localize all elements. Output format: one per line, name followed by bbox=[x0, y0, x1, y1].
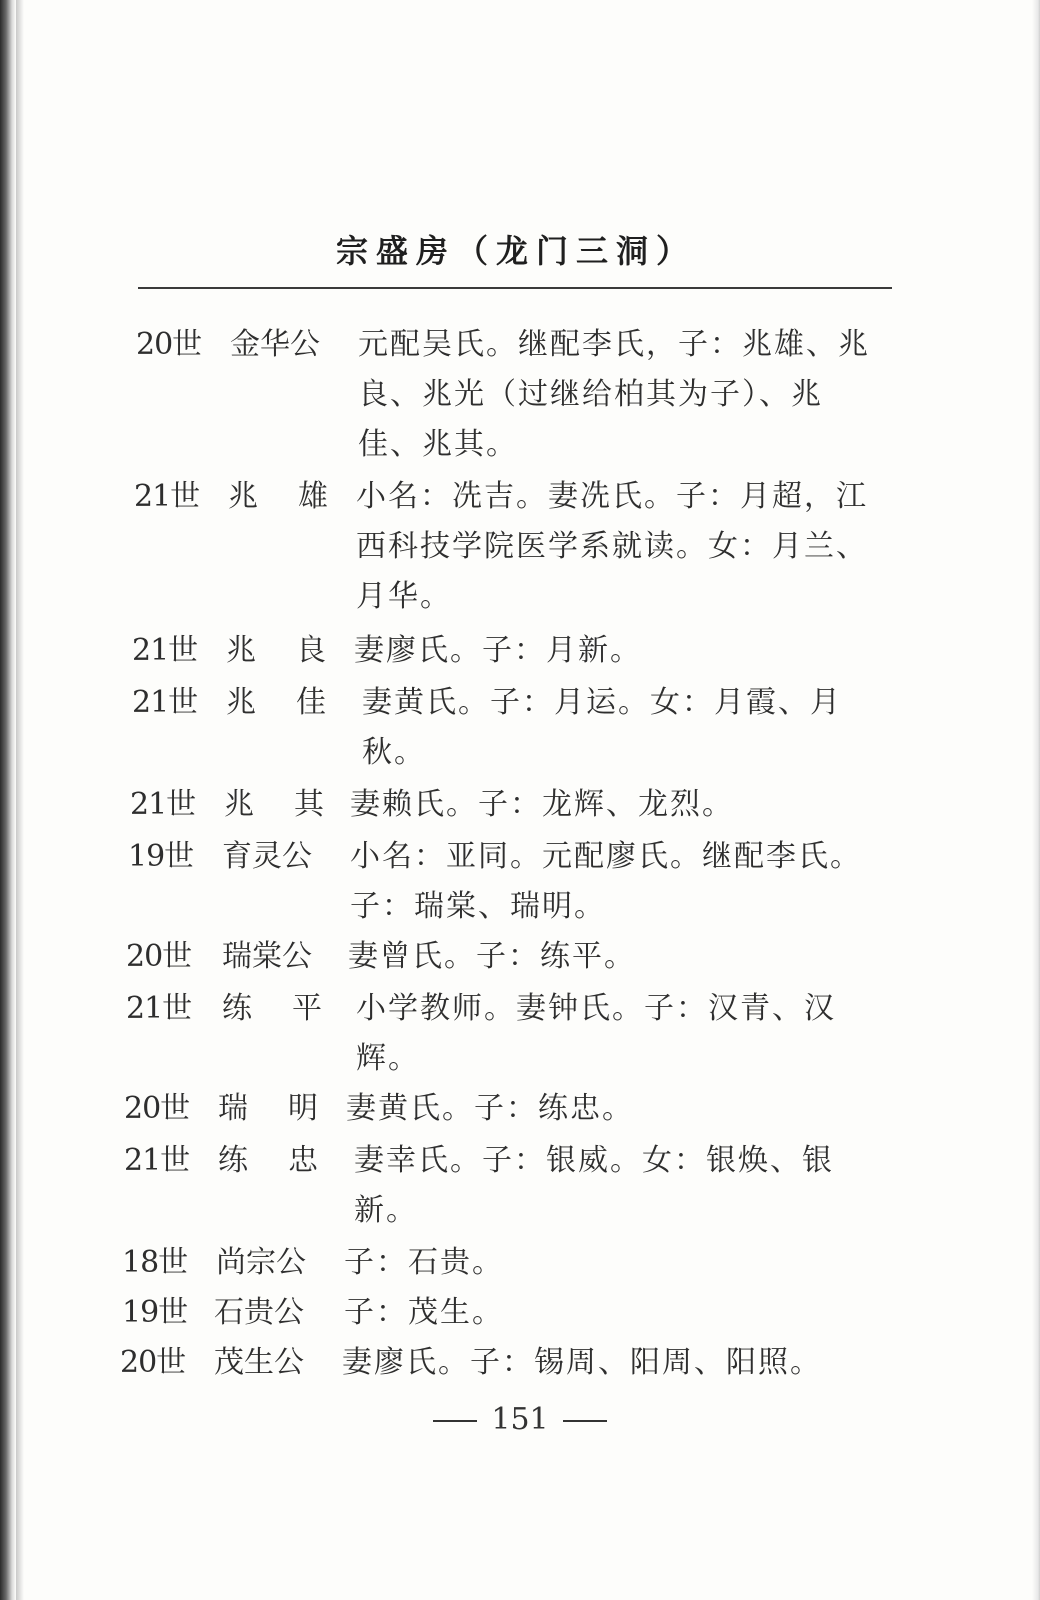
generation-label: 19世 bbox=[122, 1295, 188, 1330]
generation-label: 19世 bbox=[128, 839, 194, 874]
person-description: 小名：冼吉。妻冼氏。子：月超，江西科技学院医学系就读。女：月兰、月华。 bbox=[356, 479, 868, 614]
person-name: 尚宗公 bbox=[216, 1245, 306, 1280]
binding-shadow-fade bbox=[16, 0, 24, 1600]
person-name: 茂生公 bbox=[214, 1345, 304, 1380]
person-name: 瑞 明 bbox=[218, 1091, 318, 1126]
header-rule bbox=[138, 287, 892, 289]
person-name: 瑞棠公 bbox=[222, 939, 312, 974]
generation-label: 21世 bbox=[132, 633, 198, 668]
person-description: 妻廖氏。子：月新。 bbox=[354, 633, 642, 668]
person-name: 育灵公 bbox=[222, 839, 312, 874]
person-name: 兆 佳 bbox=[226, 685, 326, 720]
person-description: 妻赖氏。子：龙辉、龙烈。 bbox=[350, 787, 734, 822]
person-name: 金华公 bbox=[230, 327, 320, 362]
generation-label: 20世 bbox=[126, 939, 192, 974]
generation-label: 20世 bbox=[136, 327, 202, 362]
person-description: 妻廖氏。子：锡周、阳周、阳照。 bbox=[342, 1345, 822, 1380]
person-name: 练 忠 bbox=[218, 1143, 318, 1178]
generation-label: 21世 bbox=[130, 787, 196, 822]
generation-label: 20世 bbox=[120, 1345, 186, 1380]
person-description: 妻幸氏。子：银威。女：银焕、银新。 bbox=[354, 1143, 834, 1228]
person-name: 兆 良 bbox=[226, 633, 326, 668]
person-description: 妻黄氏。子：练忠。 bbox=[346, 1091, 634, 1126]
generation-label: 20世 bbox=[124, 1091, 190, 1126]
page-number-dash-right bbox=[563, 1420, 607, 1422]
generation-label: 21世 bbox=[126, 991, 192, 1026]
person-description: 妻曾氏。子：练平。 bbox=[348, 939, 636, 974]
person-name: 兆 雄 bbox=[228, 479, 328, 514]
generation-label: 18世 bbox=[122, 1245, 188, 1280]
page-edge bbox=[1032, 0, 1040, 1600]
binding-shadow bbox=[0, 0, 16, 1600]
person-description: 小名：亚同。元配廖氏。继配李氏。子：瑞棠、瑞明。 bbox=[350, 839, 862, 924]
person-description: 元配吴氏。继配李氏，子：兆雄、兆良、兆光（过继给柏其为子）、兆佳、兆其。 bbox=[358, 327, 870, 462]
person-name: 石贵公 bbox=[214, 1295, 304, 1330]
person-description: 子：茂生。 bbox=[344, 1295, 504, 1330]
generation-label: 21世 bbox=[134, 479, 200, 514]
person-name: 练 平 bbox=[222, 991, 322, 1026]
page-number bbox=[0, 1402, 1040, 1437]
generation-label: 21世 bbox=[124, 1143, 190, 1178]
person-name: 兆 其 bbox=[224, 787, 324, 822]
page-number-value: 151 bbox=[491, 1402, 549, 1437]
person-description: 妻黄氏。子：月运。女：月霞、月秋。 bbox=[362, 685, 842, 770]
page-number-dash-left bbox=[433, 1420, 477, 1422]
person-description: 小学教师。妻钟氏。子：汉青、汉辉。 bbox=[356, 991, 836, 1076]
generation-label: 21世 bbox=[132, 685, 198, 720]
person-description: 子：石贵。 bbox=[344, 1245, 504, 1280]
running-header: 宗盛房（龙门三洞） bbox=[335, 232, 696, 270]
